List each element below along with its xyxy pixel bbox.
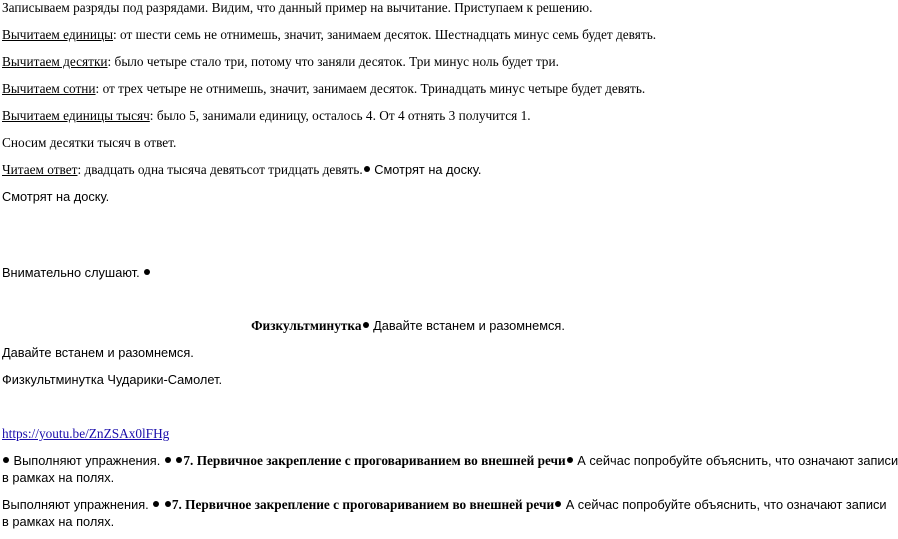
paragraph-5 — [2, 108, 531, 124]
underlined-label: Читаем ответ — [2, 162, 78, 177]
text: в рамках на полях. — [2, 470, 115, 485]
paragraph-11 — [2, 345, 194, 361]
paragraph-8 — [2, 189, 109, 205]
paragraph-13 — [2, 426, 169, 442]
text: : двадцать одна тысяча девятьсот тридцать девять. — [77, 162, 363, 177]
paragraph-1 — [2, 0, 592, 16]
text: : от шести семь не отнимешь, значит, занимаем десяток. Шестнадцать минус семь будет девять. — [113, 27, 657, 42]
text: Внимательно слушают. — [2, 265, 140, 280]
text: Смотрят на доску. — [2, 189, 110, 204]
text: в рамках на полях. — [2, 514, 115, 529]
text: Физкультминутка Чударики-Самолет. — [2, 372, 223, 387]
text: Сносим десятки тысяч в ответ. — [2, 135, 177, 150]
text: Выполняют упражнения. — [2, 497, 149, 512]
paragraph-15 — [2, 497, 887, 513]
bullet-icon — [176, 457, 182, 463]
bullet-icon — [165, 457, 171, 463]
text: : было четыре стало три, потому что заняли десяток. Три минус ноль будет три. — [107, 54, 559, 69]
underlined-label: Вычитаем единицы тысяч — [2, 108, 150, 123]
paragraph-3 — [2, 54, 559, 70]
paragraph-14-cont — [2, 470, 114, 486]
underlined-label: Вычитаем сотни — [2, 81, 96, 96]
paragraph-14 — [2, 453, 898, 469]
paragraph-7 — [2, 162, 481, 178]
bold-heading: Физкультминутка — [251, 318, 362, 333]
paragraph-6 — [2, 135, 176, 151]
text: Смотрят на доску. — [370, 162, 482, 177]
text: Выполняют упражнения. — [10, 453, 161, 468]
paragraph-15-cont — [2, 514, 114, 530]
text: А сейчас попробуйте объяснить, что означают записи — [573, 453, 898, 468]
paragraph-12 — [2, 372, 222, 388]
video-link[interactable]: https://youtu.be/ZnZSAx0lFHg — [2, 426, 170, 441]
text: Давайте встанем и разомнемся. — [2, 345, 194, 360]
text: А сейчас попробуйте объяснить, что означают записи — [562, 497, 887, 512]
paragraph-4 — [2, 81, 645, 97]
bullet-icon — [567, 457, 573, 463]
bullet-icon — [3, 457, 9, 463]
bullet-icon — [144, 269, 150, 275]
bold-heading: 7. Первичное закрепление с проговариванием во внешней речи — [183, 453, 566, 468]
bullet-icon — [364, 166, 370, 172]
paragraph-2 — [2, 27, 656, 43]
paragraph-9 — [2, 265, 151, 281]
bullet-icon — [153, 501, 159, 507]
bold-heading: 7. Первичное закрепление с проговариванием во внешней речи — [171, 497, 555, 512]
paragraph-10 — [0, 318, 816, 334]
text: Давайте встанем и разомнемся. — [369, 318, 565, 333]
bullet-icon — [165, 501, 171, 507]
underlined-label: Вычитаем десятки — [2, 54, 108, 69]
bullet-icon — [555, 501, 561, 507]
text: : было 5, занимали единицу, осталось 4. От 4 отнять 3 получится 1. — [149, 108, 531, 123]
text: Записываем разряды под разрядами. Видим, что данный пример на вычитание. Приступаем к решению. — [2, 0, 593, 15]
underlined-label: Вычитаем единицы — [2, 27, 114, 42]
text: : от трех четыре не отнимешь, значит, занимаем десяток. Тринадцать минус четыре будет девять. — [95, 81, 646, 96]
bullet-icon — [363, 322, 369, 328]
